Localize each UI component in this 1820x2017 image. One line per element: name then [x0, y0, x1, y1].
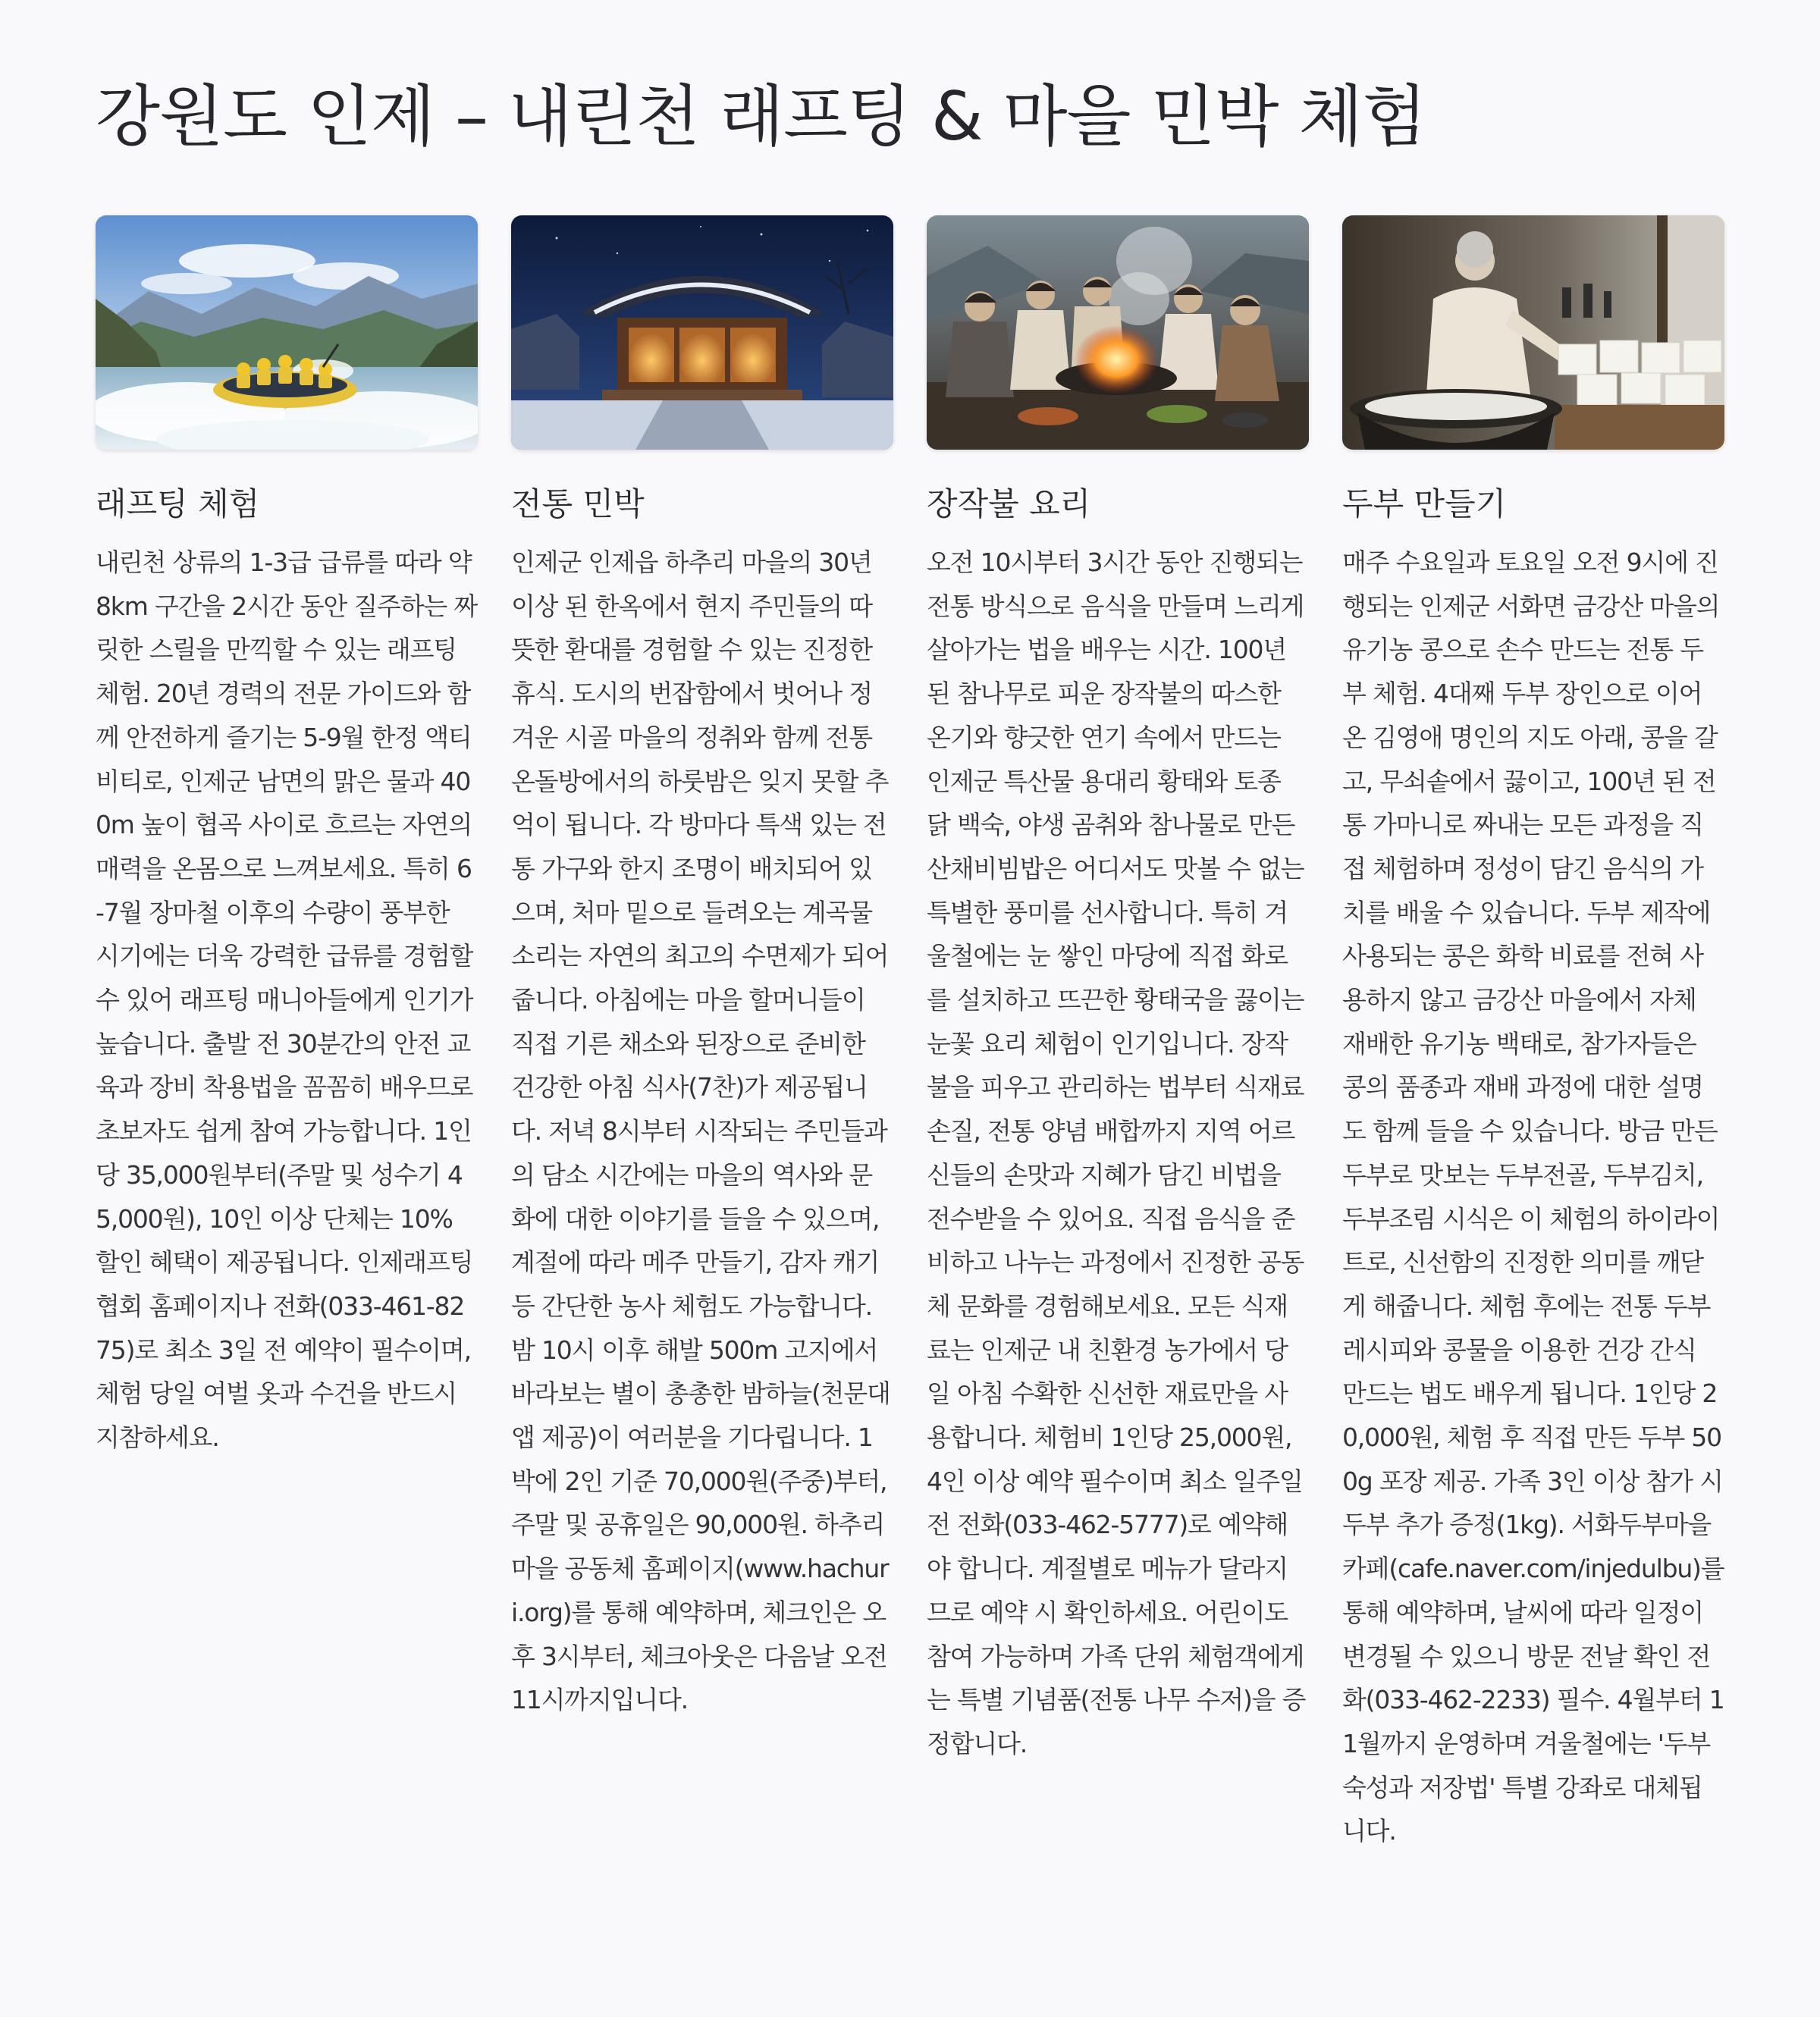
card-description: 내린천 상류의 1-3급 급류를 따라 약 8km 구간을 2시간 동안 질주하는 짜릿한 스릴을 만끽할 수 있는 래프팅 체험. 20년 경력의 전문 가이드와 함께 안전하게 즐기는 5-9월 한정 액티비티로, 인제군 남면의 맑은 물과 400m 높이 협곡 사이로 흐르는 자연의 매력을 온몸으로 느껴보세요. 특히 6-7월 장마철 이후의 수량이 풍부한 시기에는 더욱 강력한 급류를 경험할 수 있어 래프팅 매니아들에게 인기가 높습니다. 출발 전 30분간의 안전 교육과 장비 착용법을 꼼꼼히 배우므로 초보자도 쉽게 참여 가능합니다. 1인당 35,000원부터(주말 및 성수기 45,000원), 10인 이상 단체는 10% 할인 혜택이 제공됩니다. 인제래프팅협회 홈페이지나 전화(033-461-8275)로 최소 3일 전 예약이 필수이며, 체험 당일 여벌 옷과 수건을 반드시 지참하세요.: [96, 547, 478, 1453]
rafting-photo: [96, 215, 478, 450]
card-description: 인제군 인제읍 하추리 마을의 30년 이상 된 한옥에서 현지 주민들의 따뜻한 환대를 경험할 수 있는 진정한 휴식. 도시의 번잡함에서 벗어나 정겨운 시골 마을의 정취와 함께 전통 온돌방에서의 하룻밤은 잊지 못할 추억이 됩니다. 각 방마다 특색 있는 전통 가구와 한지 조명이 배치되어 있으며, 처마 밑으로 들려오는 계곡물 소리는 자연의 최고의 수면제가 되어줍니다. 아침에는 마을 할머니들이 직접 기른 채소와 된장으로 준비한 건강한 아침 식사(7찬)가 제공됩니다. 저녁 8시부터 시작되는 주민들과의 담소 시간에는 마을의 역사와 문화에 대한 이야기를 들을 수 있으며, 계절에 따라 메주 만들기, 감자 캐기 등 간단한 농사 체험도 가능합니다. 밤 10시 이후 해발 500m 고지에서 바라보는 별이 총총한 밤하늘(천문대 앱 제공)이 여러분을 기다립니다. 1박에 2인 기준 70,000원(주중)부터, 주말 및 공휴일은 90,000원. 하추리마을 공동체 홈페이지(www.hachuri.org)를 통해 예약하며, 체크인은 오후 3시부터, 체크아웃은 다음날 오전 11시까지입니다.: [511, 547, 890, 1715]
page-title: 강원도 인제 – 내린천 래프팅 & 마을 민박 체험: [96, 77, 1426, 155]
card-hanok: [511, 215, 893, 1853]
hanok-night-photo: [511, 215, 893, 450]
card-tofu: [1342, 215, 1724, 1853]
campfire-cooking-photo: [927, 215, 1309, 450]
card-title: 장작불 요리: [927, 485, 1091, 522]
card-rafting: [96, 215, 478, 1853]
card-description: 매주 수요일과 토요일 오전 9시에 진행되는 인제군 서화면 금강산 마을의 유기농 콩으로 손수 만드는 전통 두부 체험. 4대째 두부 장인으로 이어온 김영애 명인의 지도 아래, 콩을 갈고, 무쇠솥에서 끓이고, 100년 된 전통 가마니로 짜내는 모든 과정을 직접 체험하며 정성이 담긴 음식의 가치를 배울 수 있습니다. 두부 제작에 사용되는 콩은 화학 비료를 전혀 사용하지 않고 금강산 마을에서 자체 재배한 유기농 백태로, 참가자들은 콩의 품종과 재배 과정에 대한 설명도 함께 들을 수 있습니다. 방금 만든 두부로 맛보는 두부전골, 두부김치, 두부조림 시식은 이 체험의 하이라이트로, 신선함의 진정한 의미를 깨닫게 해줍니다. 체험 후에는 전통 두부 레시피와 콩물을 이용한 건강 간식 만드는 법도 배우게 됩니다. 1인당 20,000원, 체험 후 직접 만든 두부 500g 포장 제공. 가족 3인 이상 참가 시 두부 추가 증정(1kg). 서화두부마을 카페(cafe.naver.com/injedulbu)를 통해 예약하며, 날씨에 따라 일정이 변경될 수 있으니 방문 전날 확인 전화(033-462-2233) 필수. 4월부터 11월까지 운영하며 겨울철에는 '두부 숙성과 저장법' 특별 강좌로 대체됩니다.: [1342, 547, 1724, 1846]
card-title: 래프팅 체험: [96, 485, 260, 522]
card-title: 전통 민박: [511, 485, 645, 522]
activity-cards: [96, 215, 1724, 1853]
card-description: 오전 10시부터 3시간 동안 진행되는 전통 방식으로 음식을 만들며 느리게 살아가는 법을 배우는 시간. 100년 된 참나무로 피운 장작불의 따스한 온기와 향긋한 연기 속에서 만드는 인제군 특산물 용대리 황태와 토종 닭 백숙, 야생 곰취와 참나물로 만든 산채비빔밥은 어디서도 맛볼 수 없는 특별한 풍미를 선사합니다. 특히 겨울철에는 눈 쌓인 마당에 직접 화로를 설치하고 뜨끈한 황태국을 끓이는 눈꽃 요리 체험이 인기입니다. 장작불을 피우고 관리하는 법부터 식재료 손질, 전통 양념 배합까지 지역 어르신들의 손맛과 지혜가 담긴 비법을 전수받을 수 있어요. 직접 음식을 준비하고 나누는 과정에서 진정한 공동체 문화를 경험해보세요. 모든 식재료는 인제군 내 친환경 농가에서 당일 아침 수확한 신선한 재료만을 사용합니다. 체험비 1인당 25,000원, 4인 이상 예약 필수이며 최소 일주일 전 전화(033-462-5777)로 예약해야 합니다. 계절별로 메뉴가 달라지므로 예약 시 확인하세요. 어린이도 참여 가능하며 가족 단위 체험객에게는 특별 기념품(전통 나무 수저)을 증정합니다.: [927, 547, 1306, 1758]
card-campfire: [927, 215, 1309, 1853]
card-title: 두부 만들기: [1342, 485, 1507, 522]
tofu-making-photo: [1342, 215, 1724, 450]
